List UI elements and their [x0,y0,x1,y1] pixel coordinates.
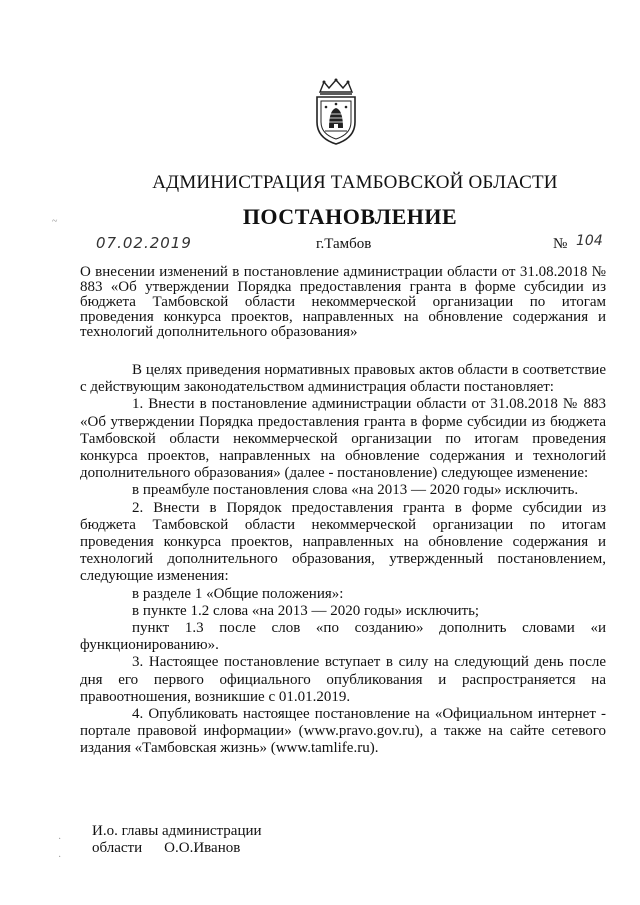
document-type: ПОСТАНОВЛЕНИЕ [242,204,458,229]
coat-of-arms-icon [312,78,360,146]
agency-name: АДМИНИСТРАЦИЯ ТАМБОВСКОЙ ОБЛАСТИ [152,172,558,193]
document-subject: О внесении изменений в постановление администрации области от 31.08.2018 № 883 «Об утверждении Порядка предоставления гранта в форме субсидии из бюджета Тамбовской области некоммерческой организации по итогам проведения конкурса проектов, направленных на обновление содержания и технологий дополнительного образования» [80,264,606,340]
signatory-title: И.о. главы администрации [92,823,262,839]
paragraph-item-2: 2. Внести в Порядок предоставления гранта в форме субсидии из бюджета Тамбовской области некоммерческой организации по итогам проведения конкурса проектов, направленных на обновление содержания и технологий дополнительного образования, утвержденный постановлением, следующие изменения: [80,499,606,585]
document-body [80,362,606,758]
scan-mark: · [58,852,62,863]
document-number-label: № [553,236,568,252]
paragraph-item-3: 3. Настоящее постановление вступает в силу на следующий день после дня его первого официального опубликования и распространяется на правоотношения, возникшие с 01.01.2019. [80,654,606,705]
paragraph-item-2-section: в разделе 1 «Общие положения»: [132,585,344,602]
scan-mark: ~ [52,216,58,227]
document-date: 07.02.2019 [96,234,192,252]
signatory-title-cont: области [92,840,143,856]
scan-mark: · [58,834,62,845]
paragraph-item-4: 4. Опубликовать настоящее постановление на «Официальном интернет - портале правовой информации» (www.pravo.gov.ru), а также на сайте сетевого издания «Тамбовская жизнь» (www.tamlife.ru). [80,706,606,757]
document-city: г.Тамбов [316,236,372,252]
signatory-line [92,840,240,857]
paragraph-item-1: 1. Внести в постановление администрации области от 31.08.2018 № 883 «Об утверждении Порядка предоставления гранта в форме субсидии из бюджета Тамбовской области некоммерческой организации по итогам проведения конкурса проектов, направленных на обновление содержания и технологий дополнительного образования» (далее - постановление) следующее изменение: [80,396,606,482]
paragraph-preamble: В целях приведения нормативных правовых актов области в соответствие с действующим законодательством администрация области постановляет: [80,362,606,396]
paragraph-item-2-point-1-2: в пункте 1.2 слова «на 2013 — 2020 годы» исключить; [132,602,480,619]
signatory-name: О.О.Иванов [164,840,241,856]
paragraph-item-1-change: в преамбуле постановления слова «на 2013 — 2020 годы» исключить. [132,482,579,499]
document-number: 104 [576,233,603,249]
paragraph-item-2-point-1-3: пункт 1.3 после слов «по созданию» дополнить словами «и функционированию». [80,620,606,654]
